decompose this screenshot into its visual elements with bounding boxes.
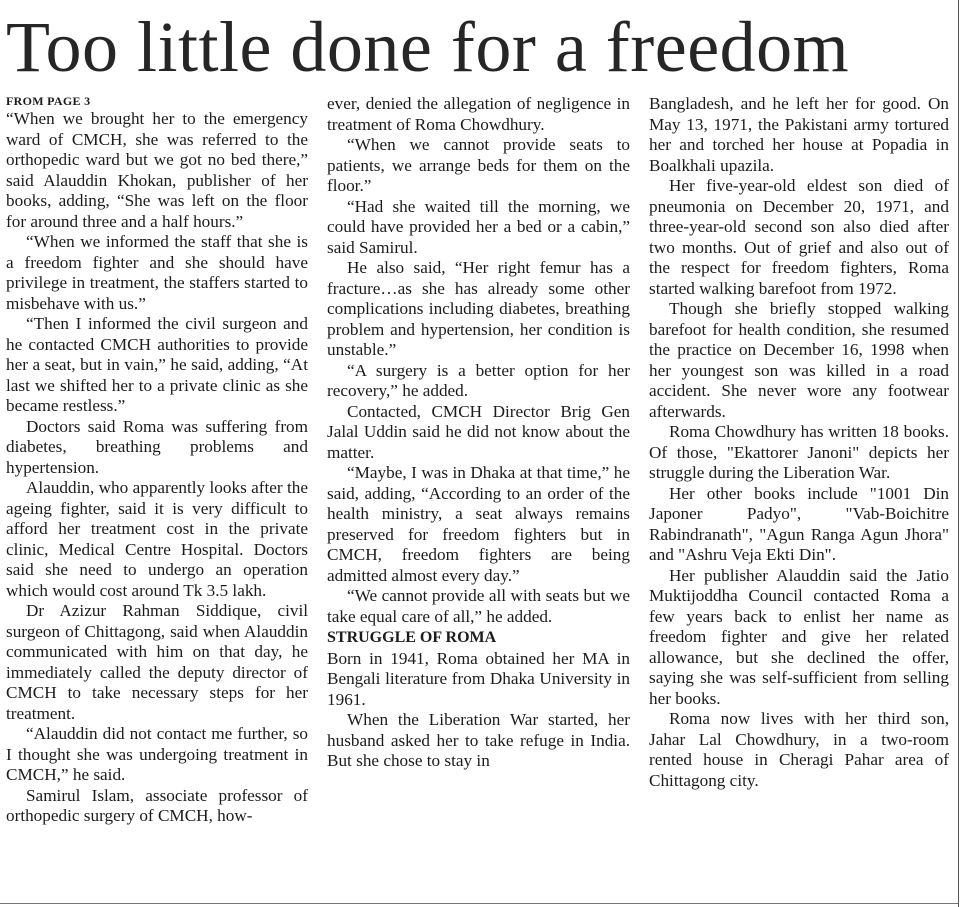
paragraph: “When we informed the staff that she is a freedom fighter and she should have privilege in treatment, the staffers started to misbehave with us.” xyxy=(6,232,308,313)
paragraph: Dr Azizur Rahman Siddique, civil surgeon of Chittagong, said when Alauddin communicated with him on that day, he immediately called the deputy director of CMCH to take necessary steps for her treatment. xyxy=(6,601,308,723)
section-subhead: STRUGGLE OF ROMA xyxy=(327,629,497,646)
paragraph: Contacted, CMCH Director Brig Gen Jalal Uddin said he did not know about the matter. xyxy=(327,401,630,462)
headline: Too little done for a freedom xyxy=(6,7,850,87)
paragraph: Her other books include "1001 Din Japoner Padyo", "Vab-Boichitre Rabindranath", "Agun Ranga Agun Jhora" and "Ashru Veja Ekti Din". xyxy=(649,483,949,564)
paragraph: “We cannot provide all with seats but we take equal care of all,” he added. xyxy=(327,586,630,626)
continuation-kicker: FROM PAGE 3 xyxy=(6,94,91,108)
paragraph: Roma Chowdhury has written 18 books. Of those, "Ekattorer Janoni" depicts her struggle during the Liberation War. xyxy=(649,422,949,482)
paragraph: Alauddin, who apparently looks after the ageing fighter, said it is very difficult to afford her treatment cost in the private clinic, Medical Centre Hospital. Doctors said she need to undergo an operation which would cost around Tk 3.5 lakh. xyxy=(6,478,308,600)
paragraph: “Maybe, I was in Dhaka at that time,” he said, adding, “According to an order of the health ministry, a seat always remains preserved for freedom fighters but in CMCH, freedom fighters are being admitted almost every day.” xyxy=(327,463,630,585)
paragraph: “Had she waited till the morning, we could have provided her a bed or a cabin,” said Samirul. xyxy=(327,196,630,257)
paragraph: Her publisher Alauddin said the Jatio Muktijoddha Council contacted Roma a few years back to enlist her name as freedom fighter and give her related allowance, but she declined the offer, saying she was self-sufficient from selling her books. xyxy=(649,565,949,708)
paragraph: ever, denied the allegation of negligence in treatment of Roma Chowdhury. xyxy=(327,94,630,134)
paragraph: Her five-year-old eldest son died of pneumonia on December 20, 1971, and three-year-old second son also died after two months. Out of grief and also out of the respect for freedom fighters, Roma started walking barefoot from 1972. xyxy=(649,176,949,298)
article-column-1 xyxy=(6,94,308,827)
paragraph: “Then I informed the civil surgeon and he contacted CMCH authorities to provide her a seat, but in vain,” he said, adding, “At last we shifted her to a private clinic as she became restless.” xyxy=(6,314,308,415)
paragraph: “Alauddin did not contact me further, so I thought she was undergoing treatment in CMCH,” he said. xyxy=(6,724,308,784)
right-border-rule xyxy=(958,0,959,907)
paragraph: Samirul Islam, associate professor of orthopedic surgery of CMCH, how- xyxy=(6,785,308,825)
paragraph: “When we brought her to the emergency ward of CMCH, she was referred to the orthopedic ward but we got no bed there,” said Alauddin Khokan, publisher of her books, adding, “She was left on the floor for around three and a half hours.” xyxy=(6,109,308,231)
paragraph: Born in 1941, Roma obtained her MA in Bengali literature from Dhaka University in 1961. xyxy=(327,648,630,709)
article-column-2 xyxy=(327,94,630,772)
paragraph: “When we cannot provide seats to patients, we arrange beds for them on the floor.” xyxy=(327,135,630,195)
paragraph: Roma now lives with her third son, Jahar Lal Chowdhury, in a two-room rented house in Cheragi Pahar area of Chittagong city. xyxy=(649,709,949,790)
paragraph: Bangladesh, and he left her for good. On May 13, 1971, the Pakistani army tortured her and torched her house at Popadia in Boalkhali upazila. xyxy=(649,94,949,175)
paragraph: When the Liberation War started, her husband asked her to take refuge in India. But she chose to stay in xyxy=(327,710,630,770)
paragraph: Doctors said Roma was suffering from diabetes, breathing problems and hypertension. xyxy=(6,416,308,477)
paragraph: Though she briefly stopped walking barefoot for health condition, she resumed the practice on December 16, 1998 when her youngest son was killed in a road accident. She never wore any footwear afterwards. xyxy=(649,299,949,421)
paragraph: “A surgery is a better option for her recovery,” he added. xyxy=(327,360,630,400)
article-column-3 xyxy=(649,94,949,791)
bottom-border-rule xyxy=(0,903,958,904)
paragraph: He also said, “Her right femur has a fracture…as she has already some other complications including diabetes, breathing problem and hypertension, her condition is unstable.” xyxy=(327,258,630,359)
